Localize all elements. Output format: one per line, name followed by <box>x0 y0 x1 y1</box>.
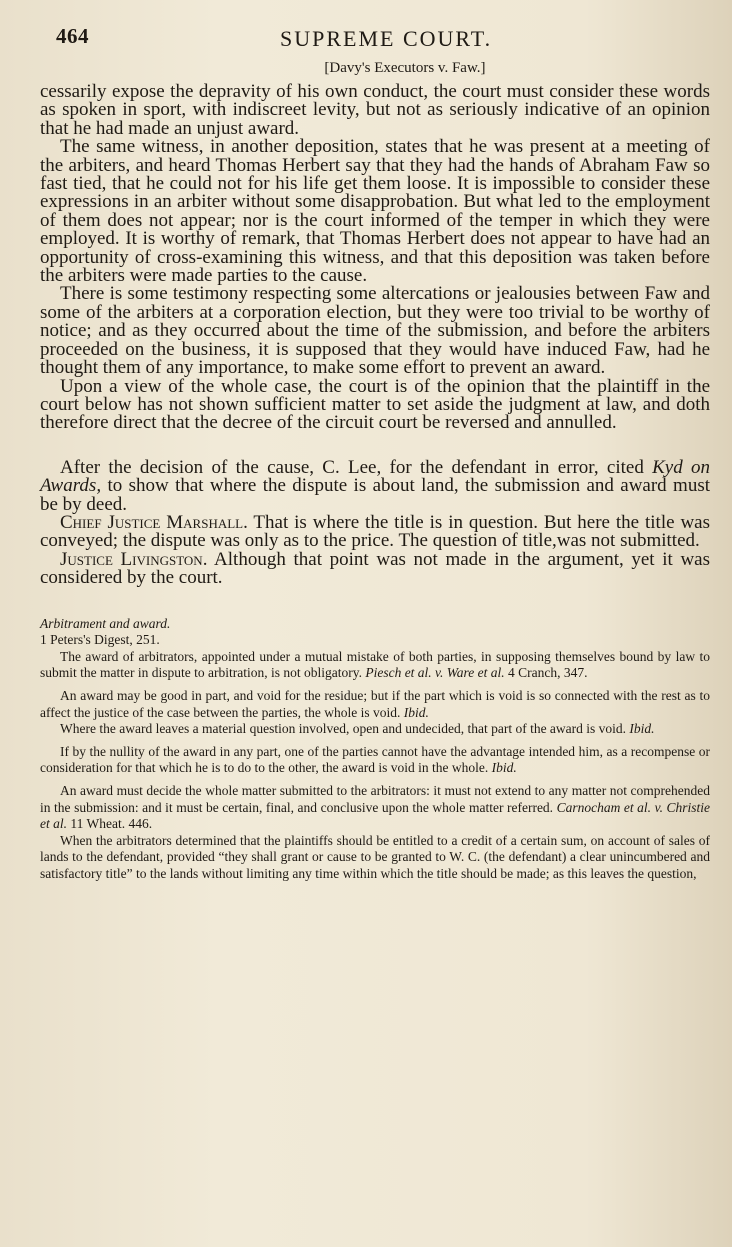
note: An award must decide the whole matter submitted to the arbitrators: it must not extend to any matter not comprehended in the submission: and it must be certain, final, and conclusive upon the whole matter referred. Carnocham et al. v. Christie et al. 11 Wheat. 446. <box>40 782 711 832</box>
paragraph: Chief Justice Marshall. That is where the title is in question. But here the title was conveyed; the dispute was only as to the price. The question of title,was not submitted. <box>40 511 710 552</box>
note: When the arbitrators determined that the plaintiffs should be entitled to a credit of a certain sum, on account of sales of lands to the defendant, provided “they shall grant or cause to be granted to W. C. (the defendant) a clear unincumbered and satisfactory title” to the lands without limiting any time within which the title should be made; as this leaves the question, <box>40 832 710 881</box>
page-header <box>40 20 710 56</box>
paragraph: Justice Livingston. Although that point was not made in the argument, yet it was considered by the court. <box>40 548 711 589</box>
paragraph: cessarily expose the depravity of his own conduct, the court must consider these words as spoken in sport, with indiscreet levity, but not as seriously indicative of an opinion that he had made an unjust award. <box>40 81 710 139</box>
paragraph: The same witness, in another deposition, states that he was present at a meeting of the arbiters, and heard Thomas Herbert say that they had the hands of Abraham Faw so fast tied, that he could not for his life get them loose. It is impossible to consider these expressions in an arbiter without some disapprobation. But what led to the employment of them does not appear; nor is the court informed of the temper in which they were employed. It is worthy of remark, that Thomas Herbert does not appear to have had an opportunity of cross-examining this witness, and that this deposition was taken before the arbiters were made parties to the cause. <box>40 136 710 287</box>
case-reference: [Davy's Executors v. Faw.] <box>324 60 486 76</box>
paragraph: Upon a view of the whole case, the court is of the opinion that the plaintiff in the court below has not shown sufficient matter to set aside the judgment at law, and doth therefore direct that the decree of the circuit court be reversed and annulled. <box>40 375 710 434</box>
notes-title: Arbitrament and award. <box>40 615 171 631</box>
speaker-name: Chief Justice Marshall. <box>60 511 248 533</box>
running-head: SUPREME COURT. <box>280 26 493 51</box>
note: If by the nullity of the award in any part, one of the parties cannot have the advantage intended him, as a recompense or consideration for that which he is to do to the other, the award is void in the whole. Ibid. <box>40 743 710 776</box>
annotation-notes <box>40 616 710 883</box>
paragraph: After the decision of the cause, C. Lee, for the defendant in error, cited Kyd on Awards, to show that where the dispute is about land, the submission and award must be by deed. <box>40 456 710 515</box>
paragraph: There is some testimony respecting some altercations or jealousies between Faw and some of the arbiters at a corporation election, but they were too trivial to be worthy of notice; and as they occurred about the time of the submission, and before the arbiters proceeded on the business, it is supposed that they would have induced Faw, had he thought them of any importance, to make some effort to prevent an award. <box>40 283 710 379</box>
notes-source: 1 Peters's Digest, 251. <box>40 632 160 648</box>
note: The award of arbitrators, appointed under a mutual mistake of both parties, in supposing themselves bound by law to submit the matter in dispute to arbitration, is not obligatory. Piesch et al. v. Ware et al. 4 Cranch, 347. <box>40 648 710 681</box>
citation: Kyd on Awards, <box>40 456 710 497</box>
opinion-text <box>40 83 710 588</box>
notes-heading <box>40 616 710 649</box>
note: An award may be good in part, and void for the residue; but if the part which is void is so connected with the rest as to affect the justice of the case between the parties, the whole is void. Ibid. <box>40 687 710 720</box>
page-number: 464 <box>56 24 89 48</box>
note: Where the award leaves a material question involved, open and undecided, that part of the award is void. Ibid. <box>60 721 655 737</box>
speaker-name: Justice Livingston. <box>60 548 208 570</box>
